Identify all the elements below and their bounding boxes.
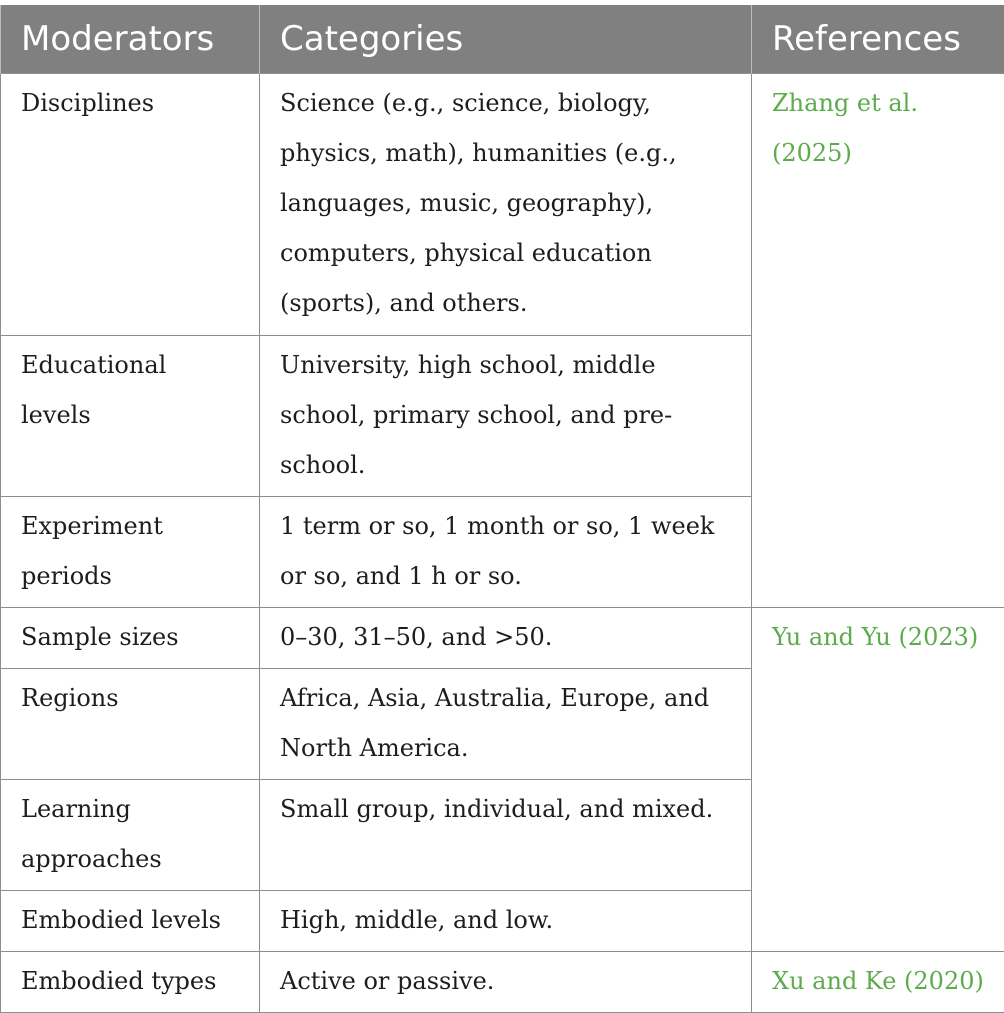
moderator-cell: Embodied types [1,951,260,1012]
table-row [1,607,1004,668]
categories-cell: Science (e.g., science, biology, physics, math), humanities (e.g., languages, music, geography), computers, physical education (sports), and others. [260,73,752,335]
moderator-cell: Embodied levels [1,890,260,951]
reference-link[interactable]: Yu and Yu (2023) [752,607,1004,951]
table-body [1,73,1004,1012]
categories-cell: Small group, individual, and mixed. [260,779,752,890]
table-header [1,5,1004,73]
moderator-cell: Experiment periods [1,496,260,607]
categories-cell: 0–30, 31–50, and >50. [260,607,752,668]
moderators-table [0,5,1004,1013]
header-references: References [752,5,1004,73]
moderator-cell: Sample sizes [1,607,260,668]
categories-cell: University, high school, middle school, primary school, and pre-school. [260,335,752,496]
table-row [1,73,1004,335]
reference-link[interactable]: Xu and Ke (2020) [752,951,1004,1012]
moderator-cell: Disciplines [1,73,260,335]
categories-cell: Active or passive. [260,951,752,1012]
moderator-cell: Learning approaches [1,779,260,890]
header-row [1,5,1004,73]
reference-link[interactable]: Zhang et al. (2025) [752,73,1004,607]
moderator-cell: Regions [1,668,260,779]
categories-cell: High, middle, and low. [260,890,752,951]
moderator-cell: Educational levels [1,335,260,496]
categories-cell: 1 term or so, 1 month or so, 1 week or so, and 1 h or so. [260,496,752,607]
header-moderators: Moderators [1,5,260,73]
header-categories: Categories [260,5,752,73]
categories-cell: Africa, Asia, Australia, Europe, and North America. [260,668,752,779]
